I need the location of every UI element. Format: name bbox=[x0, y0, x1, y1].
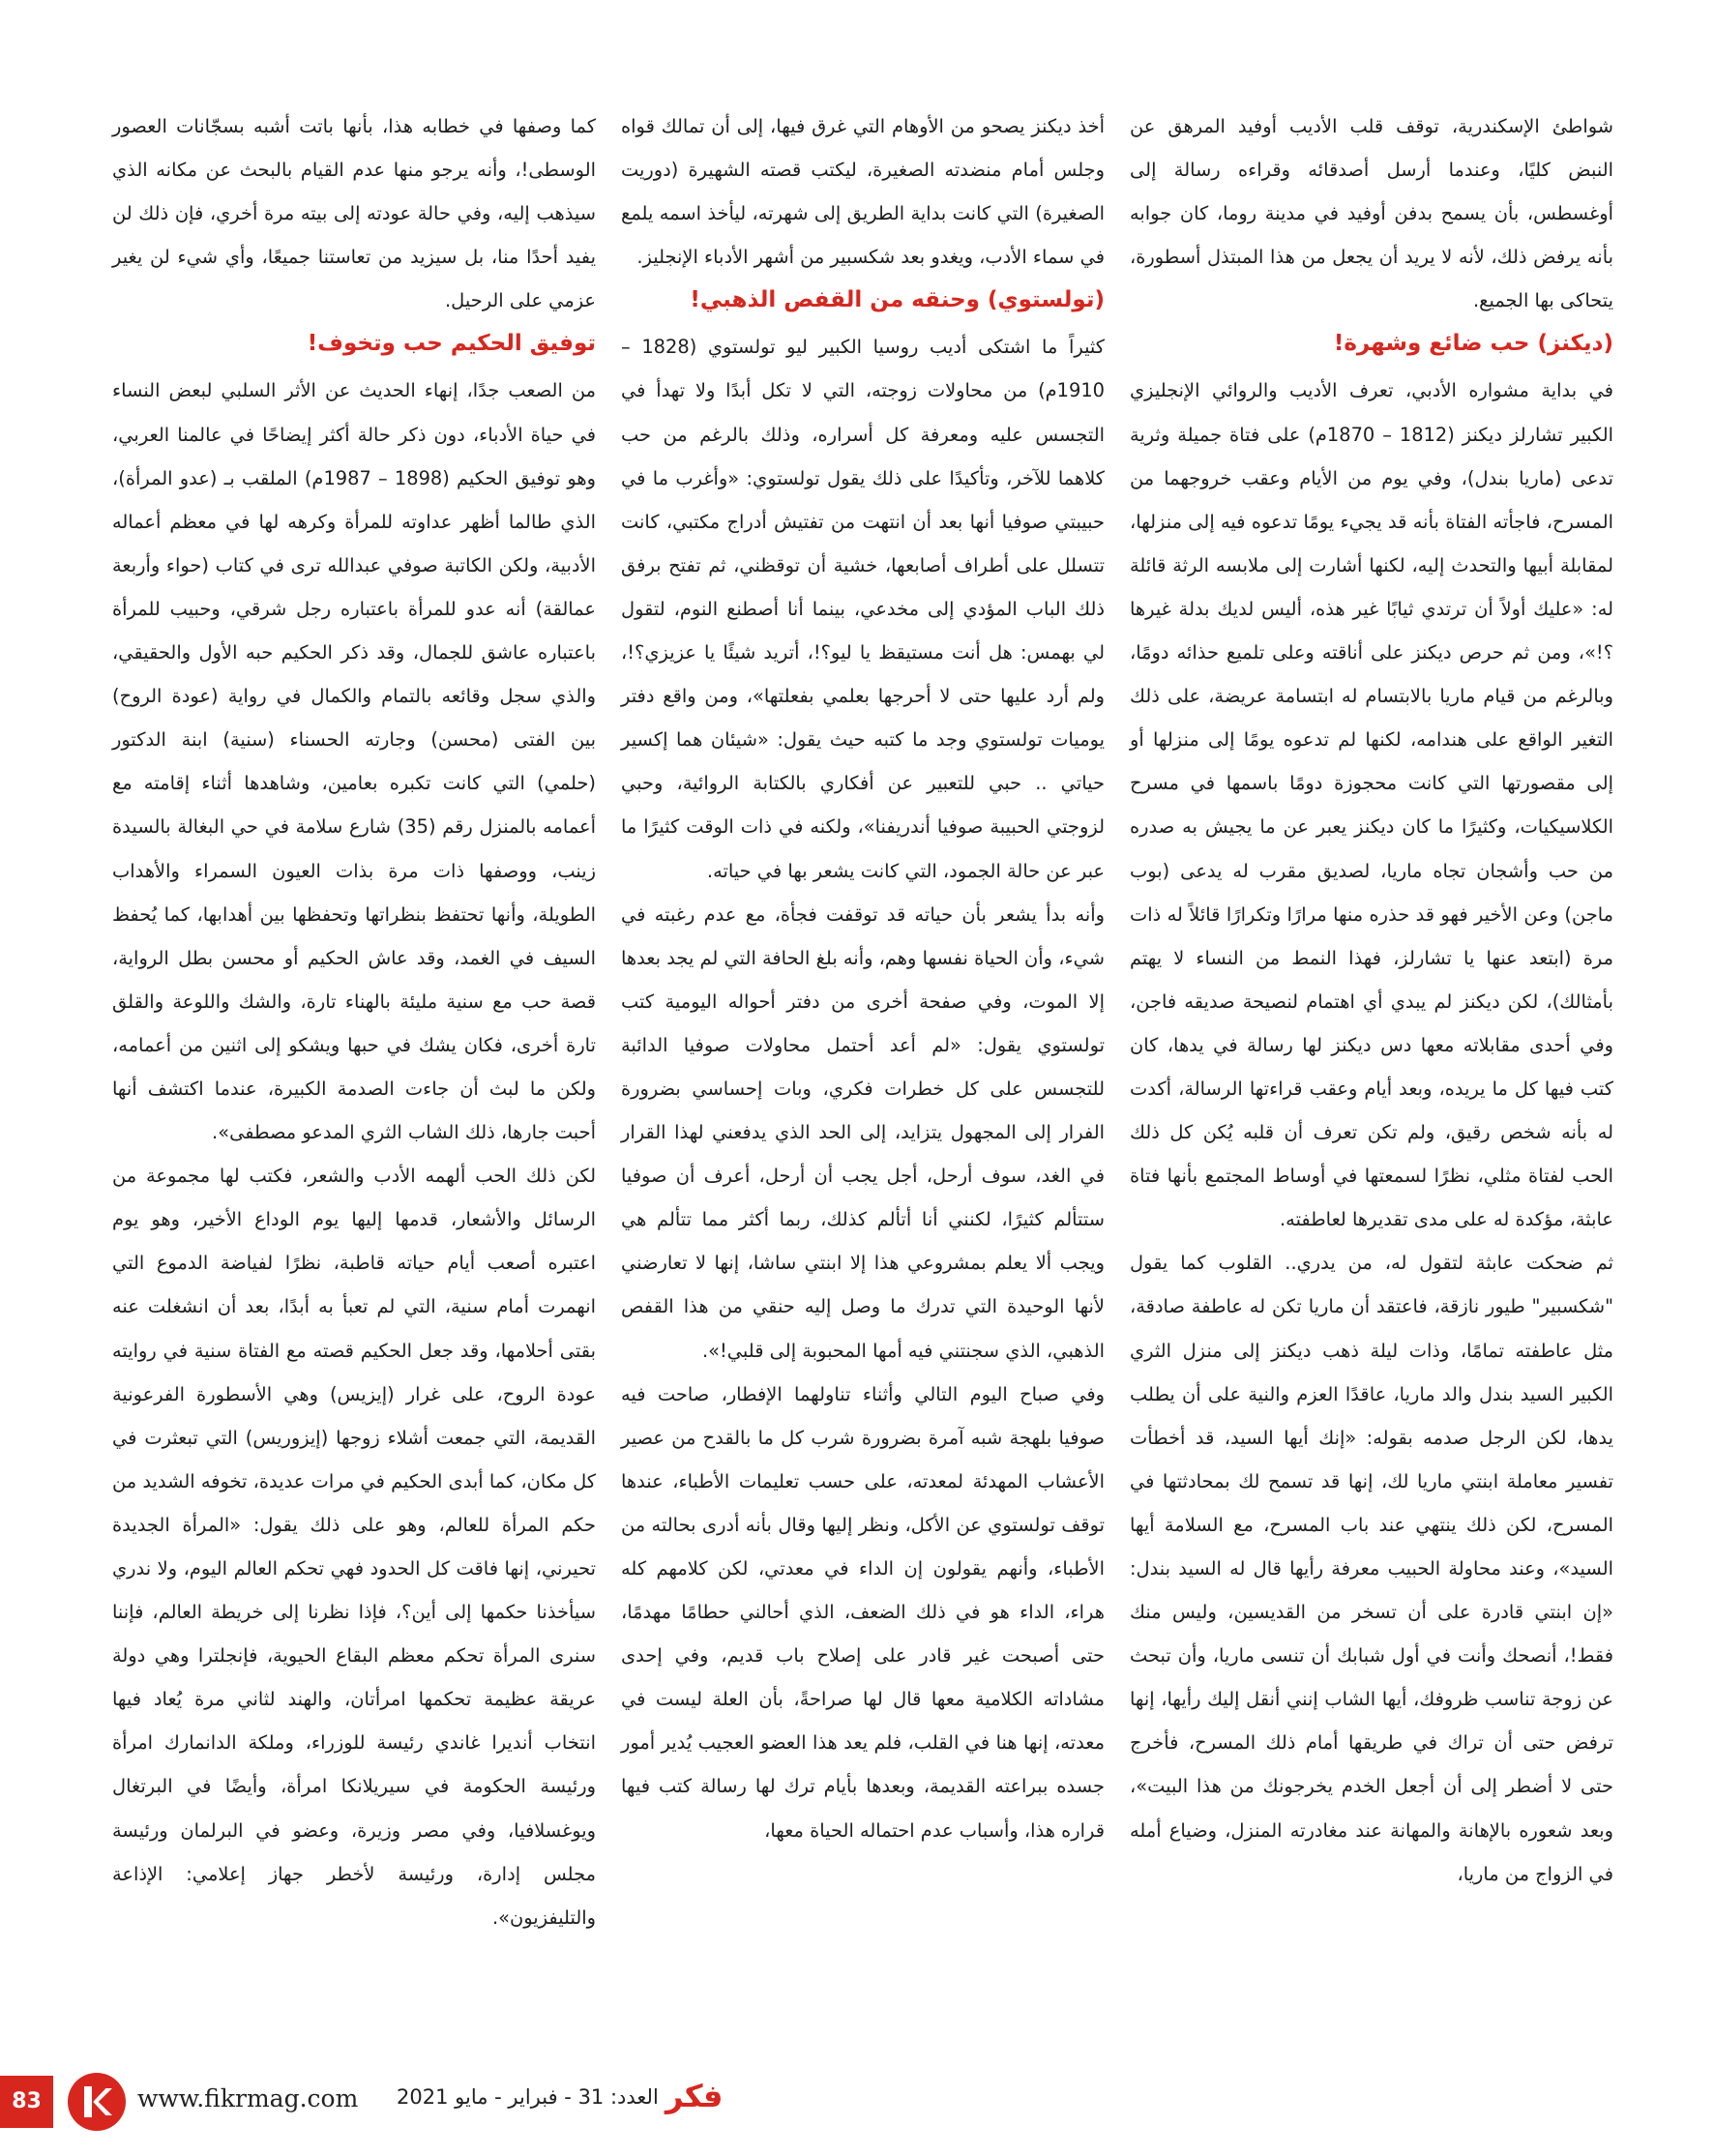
paragraph: وأنه بدأ يشعر بأن حياته قد توقفت فجأة، مع عدم رغبته في شيء، وأن الحياة نفسها وهم، وأنه بلغ الحافة التي لم يجد بعدها إلا الموت، وفي صفحة أخرى من دفتر أحواله اليومية كتب تولستوي يقول: «لم أعد أحتمل محاولات صوفيا الدائبة للتجسس على كل خطرات فكري، وبات إحساسي بضرورة الفرار إلى المجهول يتزايد، إلى الحد الذي يدفعني لهذا القرار في الغد، سوف أرحل، أجل يجب أن أرحل، أعرف أن صوفيا ستتألم كثيرًا، لكنني أنا أتألم كذلك، ربما أكثر مما تتألم هي ويجب ألا يعلم بمشروعي هذا إلا ابنتي ساشا، إنها لا تعارضني لأنها الوحيدة التي تدرك ما وصل إليه حنقي من هذا القفص الذهبي، الذي سجنتني فيه أمها المحبوبة إلى قلبي!». bbox=[621, 902, 1105, 1362]
paragraph: كثيراً ما اشتكى أديب روسيا الكبير ليو تولستوي (1828 – 1910م) من محاولات زوجته، التي لا تكل أبدًا ولا تهدأ في التجسس عليه ومعرفة كل أسراره، وذلك بالرغم من حب كلاهما للآخر، وتأكيدًا على ذلك يقول تولستوي: «وأغرب ما في حبيبتي صوفيا أنها بعد أن انتهت من تفتيش أدراج مكتبي، كانت تتسلل على أطراف أصابعها، خشية أن توقظني، ثم تفتح برفق ذلك الباب المؤدي إلى مخدعي، بينما أنا أصطنع النوم، لتقول لي بهمس: هل أنت مستيقظ يا ليو؟!، أتريد شيئًا يا عزيزي؟!، ولم أرد عليها حتى لا أحرجها بعلمي بفعلتها»، ومن واقع دفتر يوميات تولستوي وجد ما كتبه حيث يقول: «شيئان هما إكسير حياتي .. حبي للتعبير عن أفكاري بالكتابة الروائية، وحبي لزوجتي الحبيبة صوفيا أندريفنا»، ولكنه في ذات الوقت كثيرًا ما عبر عن حالة الجمود، التي كانت يشعر بها في حياته. bbox=[621, 336, 1105, 882]
paragraph: ثم ضحكت عابثة لتقول له، من يدري.. القلوب كما يقول "شكسبير" طيور نازقة، فاعتقد أن ماريا تكن له عاطفة صادقة، مثل عاطفته تمامًا، وذات ليلة ذهب ديكنز إلى منزل الثري الكبير السيد بندل والد ماريا، عاقدًا العزم والنية على أن يطلب يدها، لكن الرجل صدمه بقوله: «إنك أيها السيد، قد أخطأت تفسير معاملة ابنتي ماريا لك، إنها قد تسمح لك بمحادثتها في المسرح، لكن ذلك ينتهي عند باب المسرح، مع السلامة أيها السيد»، وعند محاولة الحبيب معرفة رأيها قال له السيد بندل: «إن ابنتي قادرة على أن تسخر من القديسين، وليس منك فقط!، أنصحك وأنت في أول شبابك أن تنسى ماريا، وأن تبحث عن زوجة تناسب ظروفك، أيها الشاب إنني أنقل إليك رأيها، إنها ترفض حتى أن تراك في طريقها أمام ذلك المسرح، فأخرج حتى لا أضطر إلى أن أجعل الخدم يخرجونك من هذا البيت»، وبعد شعوره بالإهانة والمهانة عند مغادرته المنزل، وضياع أمله في الزواج من ماريا، bbox=[1130, 1252, 1613, 1885]
paragraph: شواطئ الإسكندرية، توقف قلب الأديب أوفيد المرهق عن النبض كليًا، وعندما أرسل أصدقائه وقراءه رسالة إلى أوغسطس، بأن يسمح بدفن أوفيد في مدينة روما، كان جوابه بأنه يرفض ذلك، لأنه لا يريد أن يجعل من هذا المبتذل أسطورة، يتحاكى بها الجميع. bbox=[1130, 115, 1613, 312]
fikr-logo-icon bbox=[68, 2073, 126, 2131]
paragraph: من الصعب جدًا، إنهاء الحديث عن الأثر السلبي لبعض النساء في حياة الأدباء، دون ذكر حالة أكثر إيضاحًا في عالمنا العربي، وهو توفيق الحكيم (1898 – 1987م) الملقب بـ (عدو المرأة)، الذي طالما أظهر عداوته للمرأة وكرهه لها في معظم أعماله الأدبية، ولكن الكاتبة صوفي عبدالله ترى في كتاب (حواء وأربعة عمالقة) أنه عدو للمرأة باعتباره رجل شرقي، وحبيب للمرأة باعتباره عاشق للجمال، وقد ذكر الحكيم حبه الأول والحقيقي، والذي سجل وقائعه بالتمام والكمال في رواية (عودة الروح) بين الفتى (محسن) وجارته الحسناء (سنية) ابنة الدكتور (حلمي) التي كانت تكبره بعامين، وشاهدها أثناء إقامته مع أعمامه بالمنزل رقم (35) شارع سلامة في حي البغالة بالسيدة زينب، ووصفها ذات مرة بذات العيون السمراء والأهداب الطويلة، وأنها تحتفظ بنظراتها وتحفظها بين أهدابها، كما يُحفظ السيف في الغمد، وقد عاش الحكيم أو محسن بطل الرواية، قصة حب مع سنية مليئة بالهناء تارة، والشك واللوعة والقلق تارة أخرى، فكان يشك في حبها ويشكو إلى اثنين من أعمامه، ولكن ما لبث أن جاءت الصدمة الكبيرة، عندما اكتشف أنها أحبت جارها، ذلك الشاب الثري المدعو مصطفى». bbox=[112, 379, 597, 1144]
paragraph: وفي صباح اليوم التالي وأثناء تناولهما الإفطار، صاحت فيه صوفيا بلهجة شبه آمرة بضرورة شرب كل ما بالقدح من عصير الأعشاب المهدئة لمعدته، على حسب تعليمات الأطباء، عندها توقف تولستوي عن الأكل، ونظر إليها وقال بأنه أدرى بحالته من الأطباء، وأنهم يقولون إن الداء في معدتي، لكن كلامهم كله هراء، الداء هو في ذلك الضعف، الذي أحالني حطامًا مهدمًا، حتى أصبحت غير قادر على إصلاح باب قديم، وفي إحدى مشاداته الكلامية معها قال لها صراحةً، بأن العلة ليست في معدته، إنها هنا في القلب، فلم يعد هذا العضو العجيب يُدير أمور جسده ببراعته القديمة، وبعدها بأيام ترك لها رسالة كتب فيها قراره هذا، وأسباب عدم احتماله الحياة معها، bbox=[621, 1382, 1105, 1842]
paragraph: كما وصفها في خطابه هذا، بأنها باتت أشبه بسجّانات العصور الوسطى!، وأنه يرجو منها عدم القيام بالبحث عن مكانه الذي سيذهب إليه، وفي حالة عودته إلى بيته مرة أخري، فإن ذلك لن يفيد أحدًا منا، بل سيزيد من تعاستنا جميعًا، وأي شيء لن يغير عزمي على الرحيل. bbox=[112, 115, 596, 312]
page-number: 83 bbox=[0, 2076, 53, 2128]
section-heading-tolstoy: (تولستوي) وحنقه من القفص الذهبي! bbox=[690, 287, 1105, 313]
section-heading-hakim: توفيق الحكيم حب وتخوف! bbox=[307, 331, 596, 357]
issue-info: العدد: 31 - فبراير - مايو 2021 bbox=[397, 2085, 659, 2109]
article-column-middle bbox=[621, 104, 1105, 1852]
magazine-logo: فكر bbox=[665, 2078, 724, 2114]
website-link[interactable]: www.fikrmag.com bbox=[137, 2084, 359, 2112]
paragraph: لكن ذلك الحب ألهمه الأدب والشعر، فكتب لها مجموعة من الرسائل والأشعار، قدمها إليها يوم الوداع الأخير، وهو يوم اعتبره أصعب أيام حياته قاطبة، نظرًا لفياضة الدموع التي انهمرت أمام سنية، التي لم تعبأ به أبدًا، بعد أن انشغلت عنه بقتى أحلامها، وقد جعل الحكيم قصته مع الفتاة سنية في روايته عودة الروح، على غرار (إيزيس) وهي الأسطورة الفرعونية القديمة، التي جمعت أشلاء زوجها (إيزوريس) التي تبعثرت في كل مكان، كما أبدى الحكيم في مرات عديدة، تخوفه الشديد من حكم المرأة للعالم، وهو على ذلك يقول: «المرأة الجديدة تحيرني، إنها فاقت كل الحدود فهي تحكم العالم اليوم، ولا ندري سيأخذنا حكمها إلى أين؟، فإذا نظرنا إلى خريطة العالم، فإننا سنرى المرأة تحكم معظم البقاع الحيوية، فإنجلترا وهي دولة عريقة عظيمة تحكمها امرأتان، والهند لثاني مرة يُعاد فيها انتخاب أنديرا غاندي رئيسة للوزراء، وملكة الدانمارك امرأة ورئيسة الحكومة في سيريلانكا امرأة، وأيضًا في البرتغال ويوغسلافيا، وفي مصر وزيرة، وعضو في البرلمان ورئيسة مجلس إدارة، ورئيسة لأخطر جهاز إعلامي: الإذاعة والتليفزيون». bbox=[112, 1165, 596, 1929]
article-column-right bbox=[1130, 104, 1613, 1896]
article-column-left bbox=[112, 104, 596, 1939]
paragraph: في بداية مشواره الأدبي، تعرف الأديب والروائي الإنجليزي الكبير تشارلز ديكنز (1812 – 1870م) على فتاة جميلة وثرية تدعى (ماريا بندل)، وفي يوم من الأيام وعقب خروجهما من المسرح، فاجأته الفتاة بأنه قد يجيء يومًا تدعوه فيه إلى منزلها، لمقابلة أبيها والتحدث إليه، لكنها أشارت إلى ملابسه الرثة قائلة له: «عليك أولاً أن ترتدي ثيابًا غير هذه، أليس لديك بدلة غيرها ؟!»، ومن ثم حرص ديكنز على أناقته وعلى تلميع حذائه دومًا، وبالرغم من قيام ماريا بالابتسام له ابتسامة عريضة، على ذلك التغير الواقع على هندامه، لكنها لم تدعوه يومًا إلى منزلها أو إلى مقصورتها التي كانت محجوزة دومًا باسمها في مسرح الكلاسيكيات، وكثيرًا ما كان ديكنز يعبر عن ما يجيش به صدره من حب وأشجان تجاه ماريا، لصديق مقرب له يدعى (بوب ماجن) وعن الأخير فهو قد حذره منها مرارًا وتكرارًا قائلاً له ذات مرة (ابتعد عنها يا تشارلز، فهذا النمط من النساء لا يهتم بأمثالك)، لكن ديكنز لم يبدي أي اهتمام لنصيحة صديقه فاجن، وفي أحدى مقابلاته معها دس ديكنز لها رسالة في يدها، كان كتب فيها كل ما يريده، وبعد أيام وعقب قراءتها الرسالة، أكدت له بأنه شخص رقيق، ولم تكن تعرف أن قلبه يُكن كل ذلك الحب لفتاة مثلي، نظرًا لسمعتها في أوساط المجتمع بأنها فتاة عابثة، مؤكدة له على مدى تقديرها لعاطفته. bbox=[1130, 379, 1614, 1231]
section-heading-dickens: (ديكنز) حب ضائع وشهرة! bbox=[1333, 331, 1613, 357]
paragraph: أخذ ديكنز يصحو من الأوهام التي غرق فيها، إلى أن تمالك قواه وجلس أمام منضدته الصغيرة، ليكتب قصته الشهيرة (دوريت الصغيرة) التي كانت بداية الطريق إلى شهرته، ليأخذ اسمه يلمع في سماء الأدب، ويغدو بعد شكسبير من أشهر الأدباء الإنجليز. bbox=[621, 115, 1105, 269]
